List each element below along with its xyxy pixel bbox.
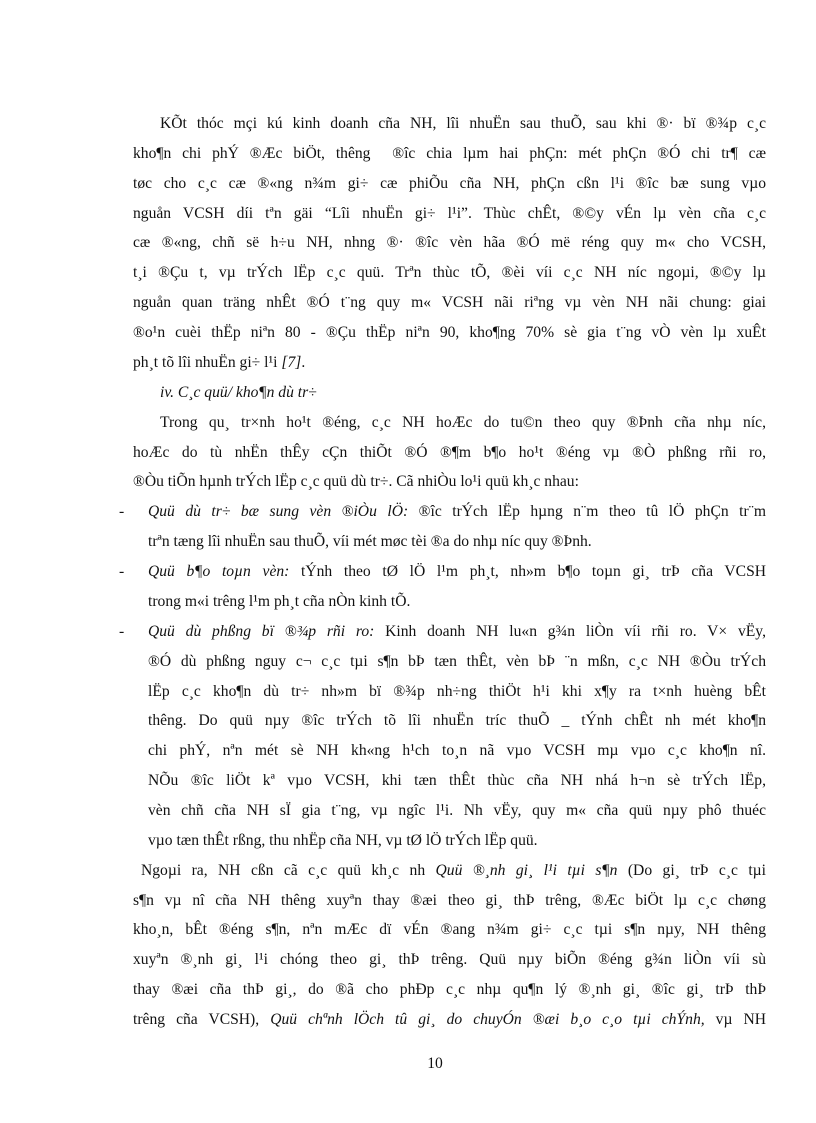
text-line [133, 1010, 766, 1030]
text-line [133, 980, 766, 1000]
text-segment: thay ®æi cña thÞ gi¸, do ®ã cho phÐp c¸c nhµ qu¶n lý ®¸nh gi¸ ®îc gi¸ trÞ thÞ [133, 981, 766, 999]
bullet-dash: - [119, 503, 125, 521]
text-segment: nguån VCSH díi tªn gäi “Lîi nhuËn gi÷ l¹i”. Thùc chÊt, ®©y vÉn lµ vèn cña c¸c [133, 204, 766, 222]
text-line [133, 263, 766, 283]
text-line [148, 502, 766, 522]
text-line [148, 831, 766, 851]
text-segment: xuyªn ®¸nh gi¸ l¹i chóng theo gi¸ thÞ trêng. Quü nµy biÕn ®éng g¾n liÒn víi sù [133, 951, 766, 969]
text-segment: nguån quan träng nhÊt ®Ó t¨ng quy m« VCSH nãi riªng vµ vèn NH nãi chung: giai [133, 294, 766, 312]
italic-text: Quü ®¸nh gi¸ l¹i tµi s¶n [435, 861, 618, 879]
page-number: 10 [427, 1055, 443, 1072]
text-segment: Ngoµi ra, NH cßn cã c¸c quü kh¸c nh [141, 861, 436, 879]
text-segment: lËp c¸c kho¶n dù tr÷ nh»m bï ®¾p nh÷ng thiÖt h¹i khi x¶y ra t×nh huèng bÊt [148, 682, 766, 700]
text-line [148, 652, 766, 672]
text-segment: (Do gi¸ trÞ c¸c tµi [617, 861, 766, 879]
text-line [133, 472, 766, 492]
text-segment: . [301, 353, 306, 371]
text-line [133, 353, 766, 373]
italic-text: Quü b¶o toµn vèn: [148, 563, 290, 581]
text-line [133, 204, 766, 224]
text-segment: hoÆc do tù nhËn thÊy cÇn thiÕt ®Ó ®¶m b¶o ho¹t ®éng vµ ®Ò phßng rñi ro, [133, 443, 766, 461]
text-line [160, 413, 766, 433]
text-segment: vµo tæn thÊt rßng, thu nhËp cña NH, vµ tØ lÖ trÝch lËp quü. [148, 831, 538, 849]
text-line [133, 174, 766, 194]
italic-text: Quü dù tr÷ bæ sung vèn ®iÒu lÖ: [148, 503, 409, 521]
italic-text: iv. C¸c quü/ kho¶n dù tr÷ [160, 383, 317, 401]
text-line [148, 682, 766, 702]
text-segment: ®Òu tiÕn hµnh trÝch lËp c¸c quü dù tr÷. Cã nhiÒu lo¹i quü kh¸c nhau: [133, 473, 579, 491]
text-segment: cæ ®«ng, chñ së h÷u NH, nhng ®· ®îc vèn hãa ®Ó më réng quy m« cho VCSH, [133, 234, 766, 252]
text-segment: tøc cho c¸c cæ ®«ng n¾m gi÷ cæ phiÕu cña NH, phÇn cßn l¹i ®îc bæ sung vµo [133, 174, 766, 192]
text-segment: kho¸n, bÊt ®éng s¶n, nªn mÆc dï vÉn ®ang n¾m gi÷ c¸c tµi s¶n nµy, NH thêng [133, 921, 766, 939]
text-line [133, 891, 766, 911]
text-segment: trong m«i trêng l¹m ph¸t cña nÒn kinh tÕ. [148, 592, 411, 610]
text-line [148, 592, 766, 612]
text-segment: ®Ó dù phßng nguy c¬ c¸c tµi s¶n bÞ tæn thÊt, vèn bÞ ¨n mßn, c¸c NH ®Òu trÝch [148, 652, 766, 670]
text-line [148, 801, 766, 821]
text-line [133, 144, 766, 164]
text-segment: vèn chñ cña NH sÏ gia t¨ng, vµ ngîc l¹i. Nh vËy, quy m« cña quü nµy phô thuéc [148, 802, 766, 819]
text-segment: thêng. Do quü nµy ®îc trÝch tõ lîi nhuËn tríc thuÕ _ tÝnh chÊt nh mét kho¶n [148, 712, 766, 730]
text-segment: chi phÝ, nªn mét sè NH kh«ng h¹ch to¸n nã vµo VCSH mµ vµo c¸c kho¶n nî. [148, 742, 766, 760]
text-segment: kho¶n chi phÝ ®Æc biÖt, thêng ®îc chia lµm hai phÇn: mét phÇn ®Ó chi tr¶ cæ [133, 144, 766, 162]
italic-text: [7] [281, 353, 302, 371]
text-line [133, 293, 766, 313]
text-line [148, 622, 766, 642]
text-segment: vµ NH [704, 1011, 766, 1029]
text-line [148, 532, 766, 552]
text-line [160, 114, 766, 134]
text-segment: trªn tæng lîi nhuËn sau thuÕ, víi mét møc tèi ®a do nhµ níc quy ®Þnh. [148, 533, 592, 551]
text-line [160, 383, 766, 403]
text-segment: NÕu ®îc liÖt kª vµo VCSH, khi tæn thÊt thùc cña NH nhá h¬n sè trÝch lËp, [148, 772, 766, 790]
text-segment: ®îc trÝch lËp hµng n¨m theo tû lÖ phÇn tr¨m [408, 503, 766, 521]
text-segment: s¶n vµ nî cña NH thêng xuyªn thay ®æi theo gi¸ thÞ trêng, ®Æc biÖt lµ c¸c chøng [133, 891, 766, 909]
text-line [133, 443, 766, 463]
text-segment: ®o¹n cuèi thËp niªn 80 - ®Çu thËp niªn 90, kho¶ng 70% sè gia t¨ng vÒ vèn lµ xuÊt [133, 324, 766, 342]
bullet-dash: - [119, 622, 125, 640]
text-segment: ph¸t tõ lîi nhuËn gi÷ l¹i [133, 353, 282, 371]
text-segment: trêng cña VCSH), [133, 1011, 271, 1029]
italic-text: Quü chªnh lÖch tû gi¸ do chuyÓn ®æi b¸o c¸o tµi chÝnh, [270, 1011, 705, 1029]
text-line [133, 233, 766, 253]
text-segment: KÕt thóc mçi kú kinh doanh cña NH, lîi nhuËn sau thuÕ, sau khi ®· bï ®¾p c¸c [160, 115, 766, 132]
text-line [148, 711, 766, 731]
italic-text: Quü dù phßng bï ®¾p rñi ro: [148, 622, 375, 640]
text-line [133, 920, 766, 940]
text-segment: Kinh doanh NH lu«n g¾n liÒn víi rñi ro. V× vËy, [374, 622, 766, 640]
text-line [133, 323, 766, 343]
text-segment: tÝnh theo tØ lÖ l¹m ph¸t, nh»m b¶o toµn gi¸ trÞ cña VCSH [289, 563, 766, 581]
text-line [148, 741, 766, 761]
text-line [133, 950, 766, 970]
bullet-dash: - [119, 563, 125, 581]
text-line [148, 562, 766, 582]
text-line [148, 771, 766, 791]
text-segment: Trong qu¸ tr×nh ho¹t ®éng, c¸c NH hoÆc do tu©n theo quy ®Þnh cña nhµ níc, [160, 413, 766, 431]
text-line [141, 861, 766, 881]
text-segment: t¸i ®Çu t, vµ trÝch lËp c¸c quü. Trªn thùc tÕ, ®èi víi c¸c NH níc ngoµi, ®©y lµ [133, 264, 766, 282]
